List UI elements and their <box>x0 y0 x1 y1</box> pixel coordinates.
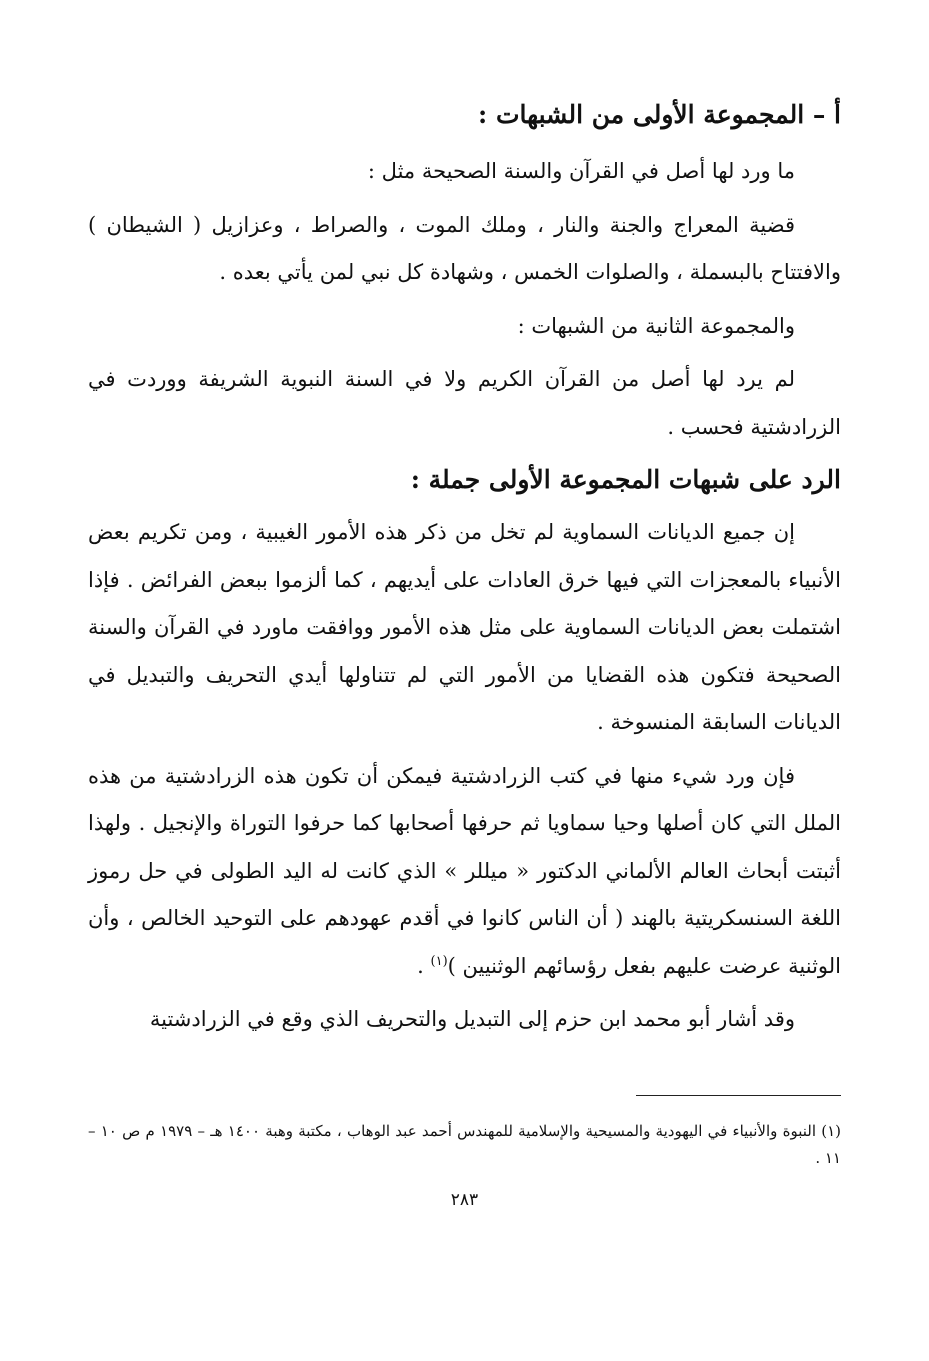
paragraph-3: والمجموعة الثانية من الشبهات : <box>517 313 795 338</box>
paragraph-6-text: فإن ورد شيء منها في كتب الزرادشتية فيمكن أن تكون هذه الزرادشتية من هذه الملل التي كان أصلها وحيا سماويا ثم حرفها أصحابها كما حرفوا التوراة والإنجيل . ولهذا أثبتت أبحاث العالم الألماني الدكتور « ميللر » الذي كانت له اليد الطولى في حل رموز اللغة السنسكريتية بالهند ( أن الناس كانوا في أقدم عهودهم على التوحيد الخالص ، وأن الوثنية عرضت عليهم بفعل رؤسائهم الوثنيين ) <box>88 763 841 978</box>
paragraph-5: إن جميع الديانات السماوية لم تخل من ذكر هذه الأمور الغيبية ، ومن تكريم بعض الأنبياء بالمعجزات التي فيها خرق العادات على أيديهم ، كما ألزموا ببعض الفرائض . فإذا اشتملت بعض الديانات السماوية على مثل هذه الأمور ووافقت ماورد في القرآن والسنة الصحيحة فتكون هذه القضايا من الأمور التي لم تتناولها أيدي التحريف والتبديل في الديانات السابقة المنسوخة . <box>88 520 841 734</box>
footnote: (١) النبوة والأنبياء في اليهودية والمسيحية والإسلامية للمهندس أحمد عبد الوهاب ، مكتبة وهبة ١٤٠٠ هـ – ١٩٧٩ م ص ١٠ – ١١ . <box>88 1122 842 1167</box>
paragraph-7: وقد أشار أبو محمد ابن حزم إلى التبديل والتحريف الذي وقع في الزرادشتية <box>149 1007 795 1031</box>
paragraph-2: قضية المعراج والجنة والنار ، وملك الموت ، والصراط ، وعزازيل ( الشيطان ) والافتتاح بالبسملة ، والصلوات الخمس ، وشهادة كل نبي لمن يأتي بعده . <box>88 212 841 284</box>
page-number: ٢٨٣ <box>450 1190 479 1210</box>
section-heading-first-group: أ – المجموعة الأولى من الشبهات : <box>478 100 841 129</box>
paragraph-6-end: . <box>417 953 431 978</box>
paragraph-6 <box>88 753 841 991</box>
section-heading-reply: الرد على شبهات المجموعة الأولى جملة : <box>410 465 841 494</box>
paragraph-4: لم يرد لها أصل من القرآن الكريم ولا في السنة النبوية الشريفة ووردت في الزرادشتية فحسب . <box>88 367 841 439</box>
footnote-divider <box>636 1095 841 1096</box>
paragraph-1: ما ورد لها أصل في القرآن والسنة الصحيحة مثل : <box>367 159 795 183</box>
page-body <box>88 92 841 1050</box>
footnote-reference[interactable]: (١) <box>430 953 448 969</box>
